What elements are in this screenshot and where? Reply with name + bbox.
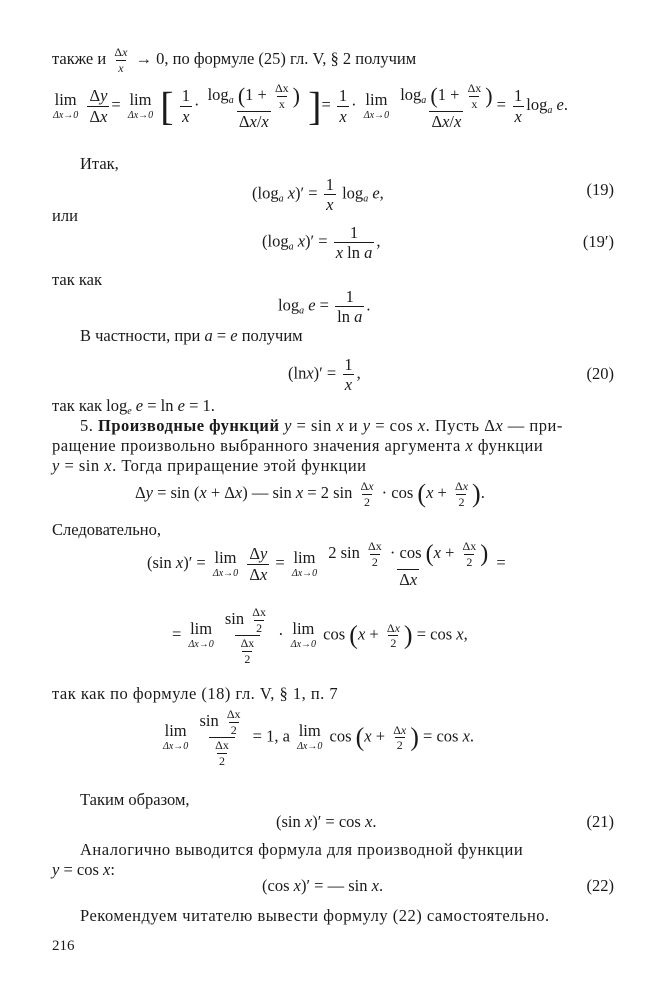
formula-19: (loga x)′ = $\frac{1}{x}$ loga e, [252,175,384,215]
eq-number-22: (22) [586,876,614,895]
eq-number-19: (19) [586,180,614,199]
limit-derivation-log: lim Δx→0 $\frac{\Delta y}{\Delta x}$ = lim Δx→0 [ $\frac{1}{x}$ · loga (1 + $\frac{\Delta x}{x}$ ) Δx/x ]= $\frac{1}{x}$ · lim Δx→0 loga (1 + $\frac{\Delta x}{x}$ ) Δx/x = $\frac{1}{x}$ loga e. [53,81,568,132]
sin-derivative-line-2: = lim Δx→0 sin $\frac{\Delta x}{2}$ $\frac{\Delta x}{2}$ · lim Δx→0 cos (x + $\frac{\Delta x}{2}$ ) = cos x, [172,605,468,666]
v-chastnosti-text: В частности, при a = e получим [80,326,303,345]
eq-number-21: (21) [586,812,614,831]
tak-kak-log-text: так как loge e = ln e = 1. [52,396,215,417]
formula-19-prime: (loga x)′ = $\frac{1}{\text{x ln a}}$ , [262,223,381,263]
formula-18-text: так как по формуле (18) гл. V, § 1, п. 7 [52,684,339,703]
tak-kak-text: так как [52,270,102,289]
analog-line-1: Аналогично выводится формула для производной функции [80,840,524,859]
limits-line: lim Δx→0 sin $\frac{\Delta x}{2}$ $\frac{\Delta x}{2}$ = 1, а lim Δx→0 cos (x + $\frac{\Delta x}{2}$ ) = cos x. [163,707,475,768]
formula-21: (sin x)′ = cos x. [276,812,377,831]
section-5-line-3: y = sin x. Тогда приращение этой функции [52,456,367,475]
eq-number-19-prime: (19′) [582,232,614,251]
itak-text: Итак, [80,154,119,173]
intro-line: также и $\frac{\Delta x}{x}$ → 0, по формуле (25) гл. V, § 2 получим [52,45,417,75]
formula-20: (lnx)′ = $\frac{1}{x}$ , [288,355,361,395]
log-e-identity: loga e = $\frac{1}{\text{ln a}}$ . [278,287,371,327]
sin-derivative-line-1: (sin x)′ = lim Δx→0 $\frac{\Delta y}{\Delta x}$ = lim Δx→0 2 sin $\frac{\Delta x}{2}$ · cos (x + $\frac{\Delta x}{2}$ ) Δx = [147,539,506,590]
analog-line-2: y = cos x: [52,860,115,879]
page-number: 216 [52,938,75,954]
recommend-line: Рекомендуем читателю вывести формулу (22) самостоятельно. [80,906,550,925]
eq-number-20: (20) [586,364,614,383]
sledovatelno-text: Следовательно, [52,520,161,539]
section-5-line: 5. Производные функций y = sin x и y = cos x. Пусть Δx — при- [80,416,563,435]
section-5-line-2: ращение произвольно выбранного значения аргумента x функции [52,436,544,455]
ili-text: или [52,206,78,225]
delta-y-formula: Δy = sin (x + Δx) — sin x = 2 sin $\frac{\Delta x}{2}$ · cos (x + $\frac{\Delta x}{2}$ ). [135,479,485,509]
formula-22: (cos x)′ = — sin x. [262,876,384,895]
takim-obrazom-text: Таким образом, [80,790,190,809]
